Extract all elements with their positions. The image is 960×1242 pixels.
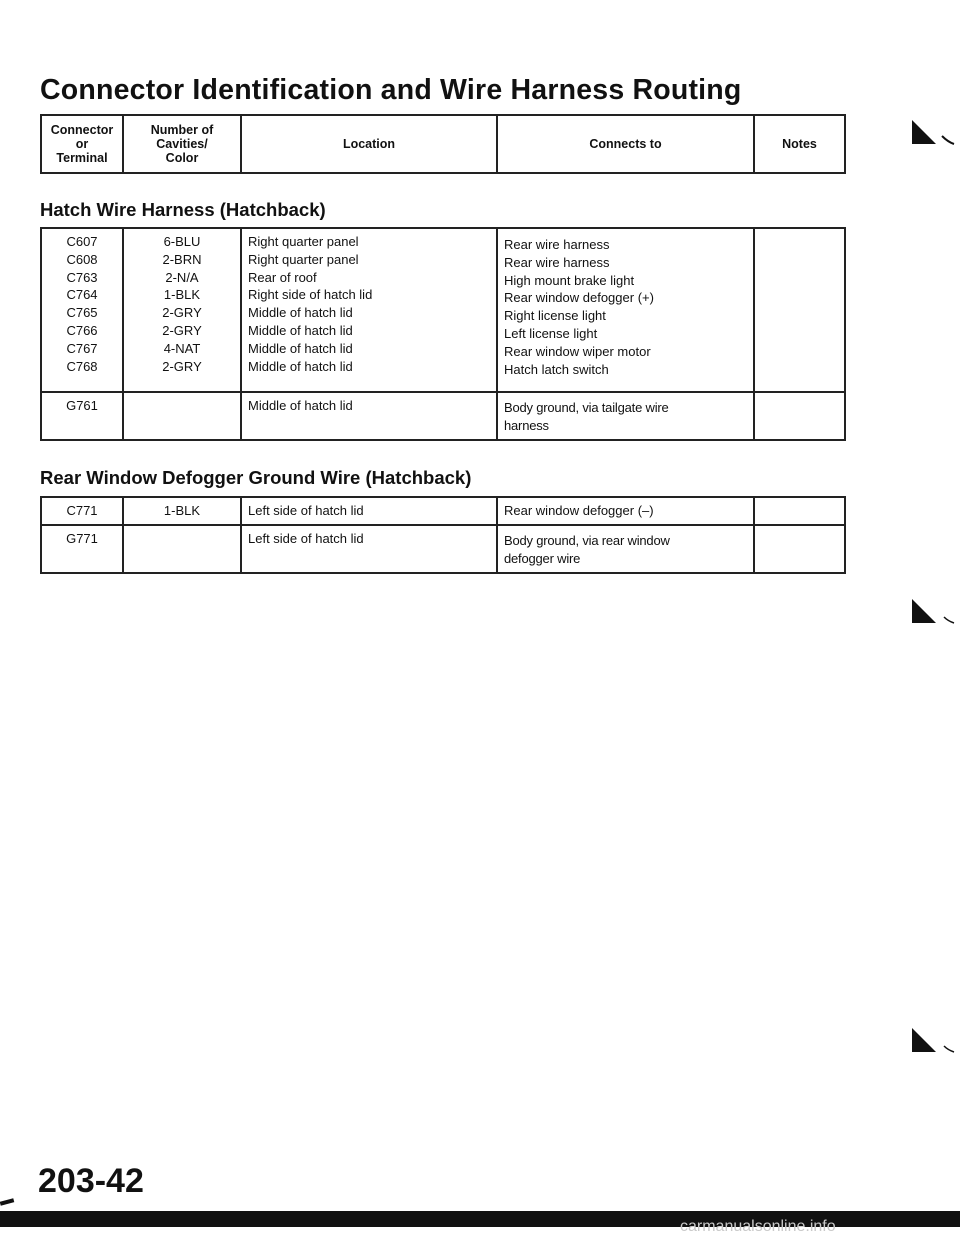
watermark: carmanualsonline.info bbox=[680, 1218, 836, 1235]
connector-list: C607 C608 C763 C764 C765 C766 C767 C768 bbox=[41, 228, 123, 392]
defogger-ground-cavities bbox=[123, 525, 241, 573]
ground-connector: G761 bbox=[41, 392, 123, 440]
notes-cell bbox=[754, 497, 845, 525]
binder-tab-icon bbox=[908, 114, 958, 154]
page-title: Connector Identification and Wire Harness Routing bbox=[40, 74, 742, 106]
header-connects-to: Connects to bbox=[497, 115, 754, 173]
table-row bbox=[41, 497, 845, 525]
defogger-ground-connects-to: Body ground, via rear window defogger wire bbox=[497, 525, 754, 573]
location-list: Right quarter panel Right quarter panel Rear of roof Right side of hatch lid Middle of hatch lid Middle of hatch lid Middle of hatch lid Middle of hatch lid bbox=[241, 228, 497, 392]
header-location: Location bbox=[241, 115, 497, 173]
column-header-table bbox=[40, 114, 846, 174]
table-row bbox=[41, 392, 845, 440]
header-cavities: Number of Cavities/ Color bbox=[123, 115, 241, 173]
binder-tab-icon bbox=[908, 593, 958, 633]
binder-tab-icon bbox=[908, 1022, 958, 1062]
table-row bbox=[41, 228, 845, 392]
defogger-ground-connector: G771 bbox=[41, 525, 123, 573]
ground-cavities bbox=[123, 392, 241, 440]
margin-mark bbox=[0, 1198, 14, 1205]
ground-location: Middle of hatch lid bbox=[241, 392, 497, 440]
connects-to-list: Rear wire harness Rear wire harness High mount brake light Rear window defogger (+) Right license light Left license light Rear window wiper motor Hatch latch switch bbox=[497, 228, 754, 392]
table-row bbox=[41, 525, 845, 573]
defogger-cavities: 1-BLK bbox=[123, 497, 241, 525]
defogger-connector: C771 bbox=[41, 497, 123, 525]
section-title-defogger-ground: Rear Window Defogger Ground Wire (Hatchback) bbox=[40, 467, 472, 488]
cavities-list: 6-BLU 2-BRN 2-N/A 1-BLK 2-GRY 2-GRY 4-NAT 2-GRY bbox=[123, 228, 241, 392]
defogger-connects-to: Rear window defogger (–) bbox=[497, 497, 754, 525]
notes-cell bbox=[754, 228, 845, 392]
notes-cell bbox=[754, 392, 845, 440]
page-number: 203-42 bbox=[38, 1162, 144, 1200]
ground-connects-to: Body ground, via tailgate wire harness bbox=[497, 392, 754, 440]
header-notes: Notes bbox=[754, 115, 845, 173]
section-title-hatch-harness: Hatch Wire Harness (Hatchback) bbox=[40, 199, 326, 220]
defogger-location: Left side of hatch lid bbox=[241, 497, 497, 525]
header-connector: Connector or Terminal bbox=[41, 115, 123, 173]
hatch-harness-table bbox=[40, 227, 846, 441]
defogger-ground-location: Left side of hatch lid bbox=[241, 525, 497, 573]
notes-cell bbox=[754, 525, 845, 573]
defogger-ground-table bbox=[40, 496, 846, 574]
